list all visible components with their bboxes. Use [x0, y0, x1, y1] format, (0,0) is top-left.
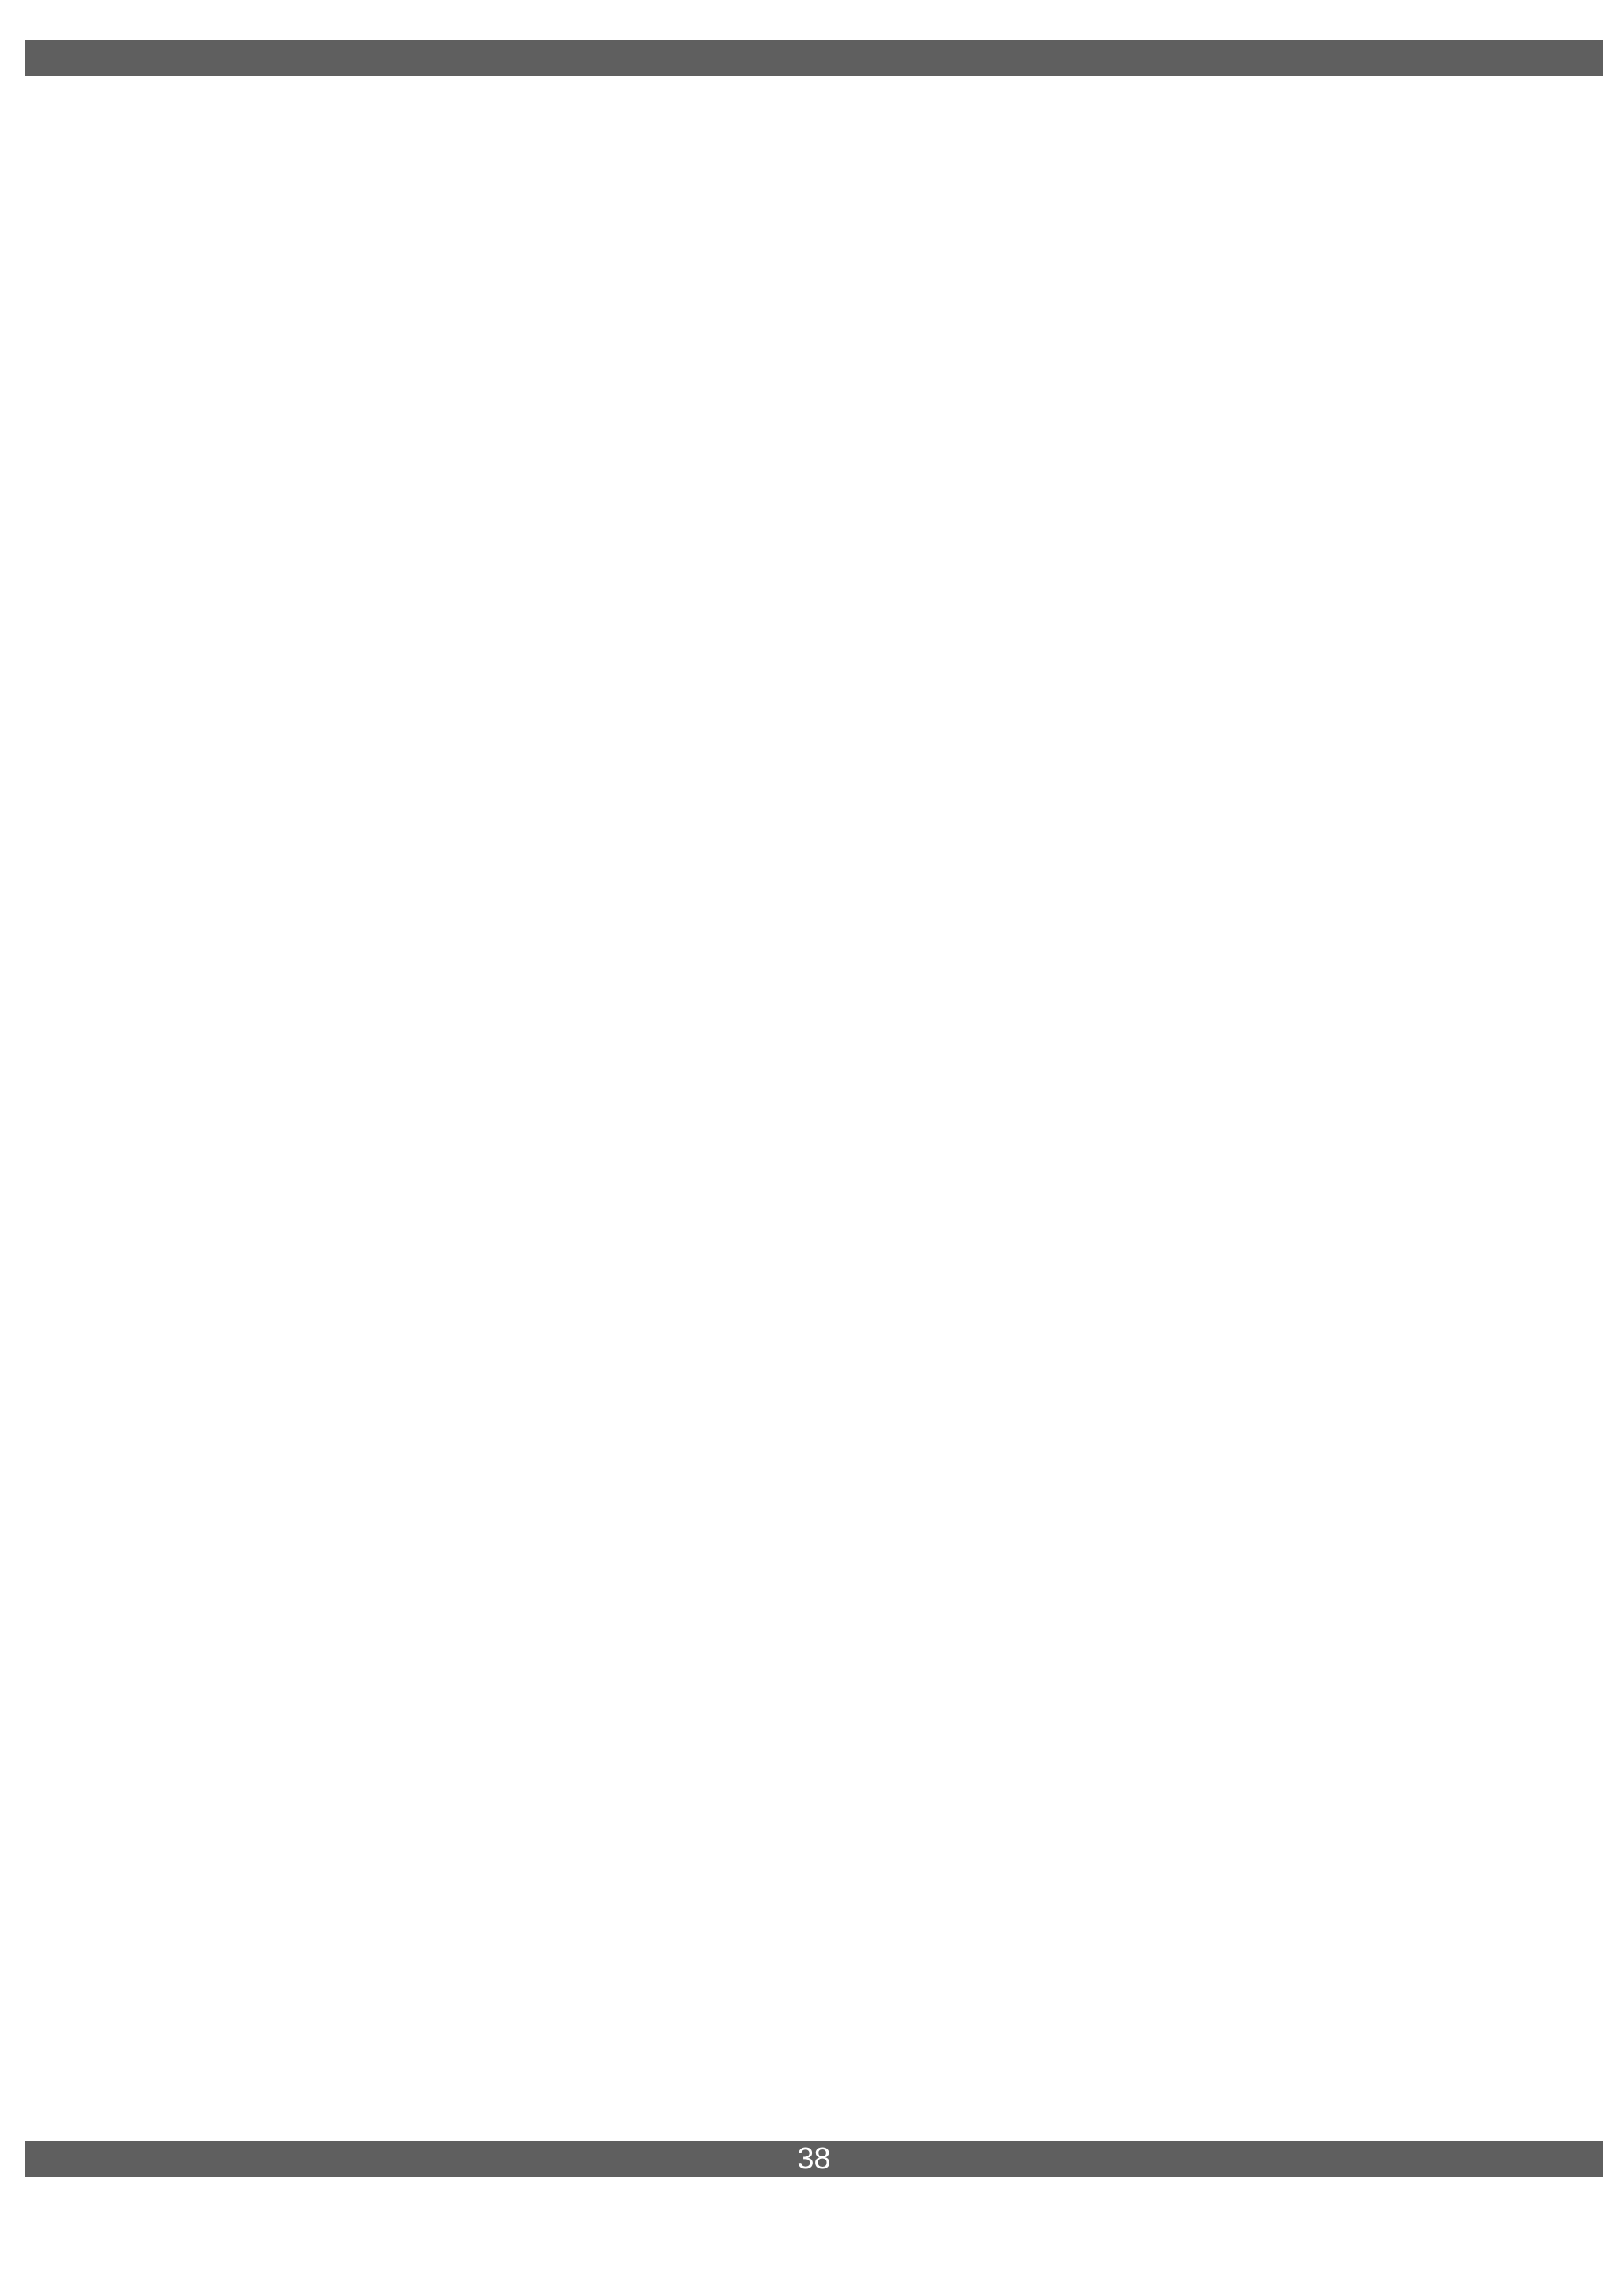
- page-number: 38: [797, 2142, 831, 2175]
- footer-bar: [25, 2141, 1603, 2177]
- header-bar: [25, 40, 1603, 76]
